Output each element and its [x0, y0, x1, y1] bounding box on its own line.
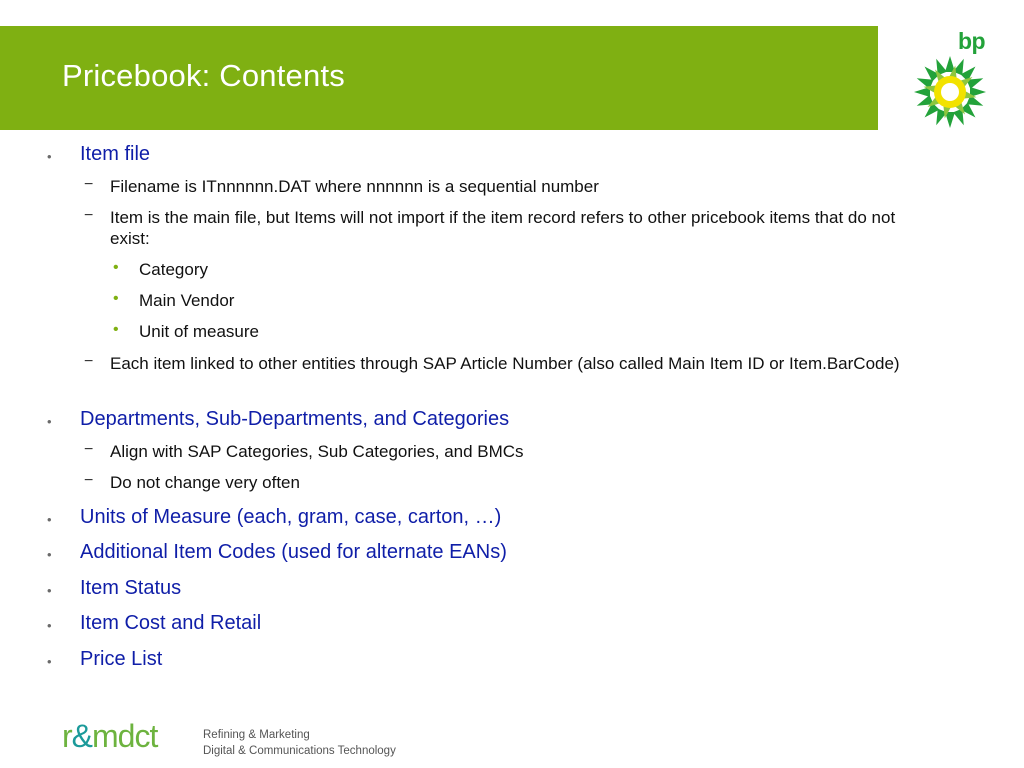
sub-bullet-main-file: Item is the main file, but Items will not import if the item record refers to other pricebook items that do not exist: [110, 208, 896, 248]
dash-icon: − [84, 353, 94, 370]
footer-line-2: Digital & Communications Technology [203, 745, 396, 757]
slide-title: Pricebook: Contents [62, 58, 345, 93]
bullet-icon: • [113, 321, 119, 338]
bullet-icon: • [47, 414, 52, 429]
bullet-item-cost-retail: Item Cost and Retail [80, 612, 262, 634]
sub-bullet-linked-entities: Each item linked to other entities through SAP Article Number (also called Main Item ID or Item.BarCode) [110, 354, 900, 373]
bullet-icon: • [47, 547, 52, 562]
subsub-bullet-category: Category [139, 260, 208, 279]
footer-tagline [203, 727, 396, 759]
bullet-icon: • [47, 583, 52, 598]
bullet-icon: • [47, 512, 52, 527]
dash-icon: − [84, 441, 94, 458]
sub-bullet-do-not-change: Do not change very often [110, 473, 300, 492]
sub-bullet-filename: Filename is ITnnnnnn.DAT where nnnnnn is a sequential number [110, 177, 599, 196]
subsub-bullet-main-vendor: Main Vendor [139, 291, 235, 310]
bullet-item-file: Item file [80, 143, 151, 165]
bp-wordmark: bp [958, 28, 986, 54]
footer-brand-amp: & [71, 718, 92, 754]
bullet-icon: • [47, 618, 52, 633]
bullet-departments: Departments, Sub-Departments, and Categories [80, 408, 510, 430]
bullet-additional-item-codes: Additional Item Codes (used for alternate EANs) [80, 541, 507, 563]
footer-brand-pre: r [62, 718, 72, 754]
bullet-icon: • [113, 259, 119, 276]
footer-line-1: Refining & Marketing [203, 729, 310, 741]
bullet-item-status: Item Status [80, 577, 182, 599]
bullet-units-of-measure: Units of Measure (each, gram, case, carton, …) [80, 506, 502, 528]
bullet-icon: • [47, 149, 52, 164]
footer-brand-logo [62, 718, 157, 755]
dash-icon: − [84, 207, 94, 224]
sub-bullet-align-sap: Align with SAP Categories, Sub Categories, and BMCs [110, 442, 524, 461]
footer-brand-post: mdct [92, 718, 158, 754]
bullet-icon: • [113, 290, 119, 307]
dash-icon: − [84, 472, 94, 489]
bullet-icon: • [47, 654, 52, 669]
subsub-bullet-unit-of-measure: Unit of measure [139, 322, 259, 341]
dash-icon: − [84, 176, 94, 193]
bullet-price-list: Price List [80, 648, 163, 670]
